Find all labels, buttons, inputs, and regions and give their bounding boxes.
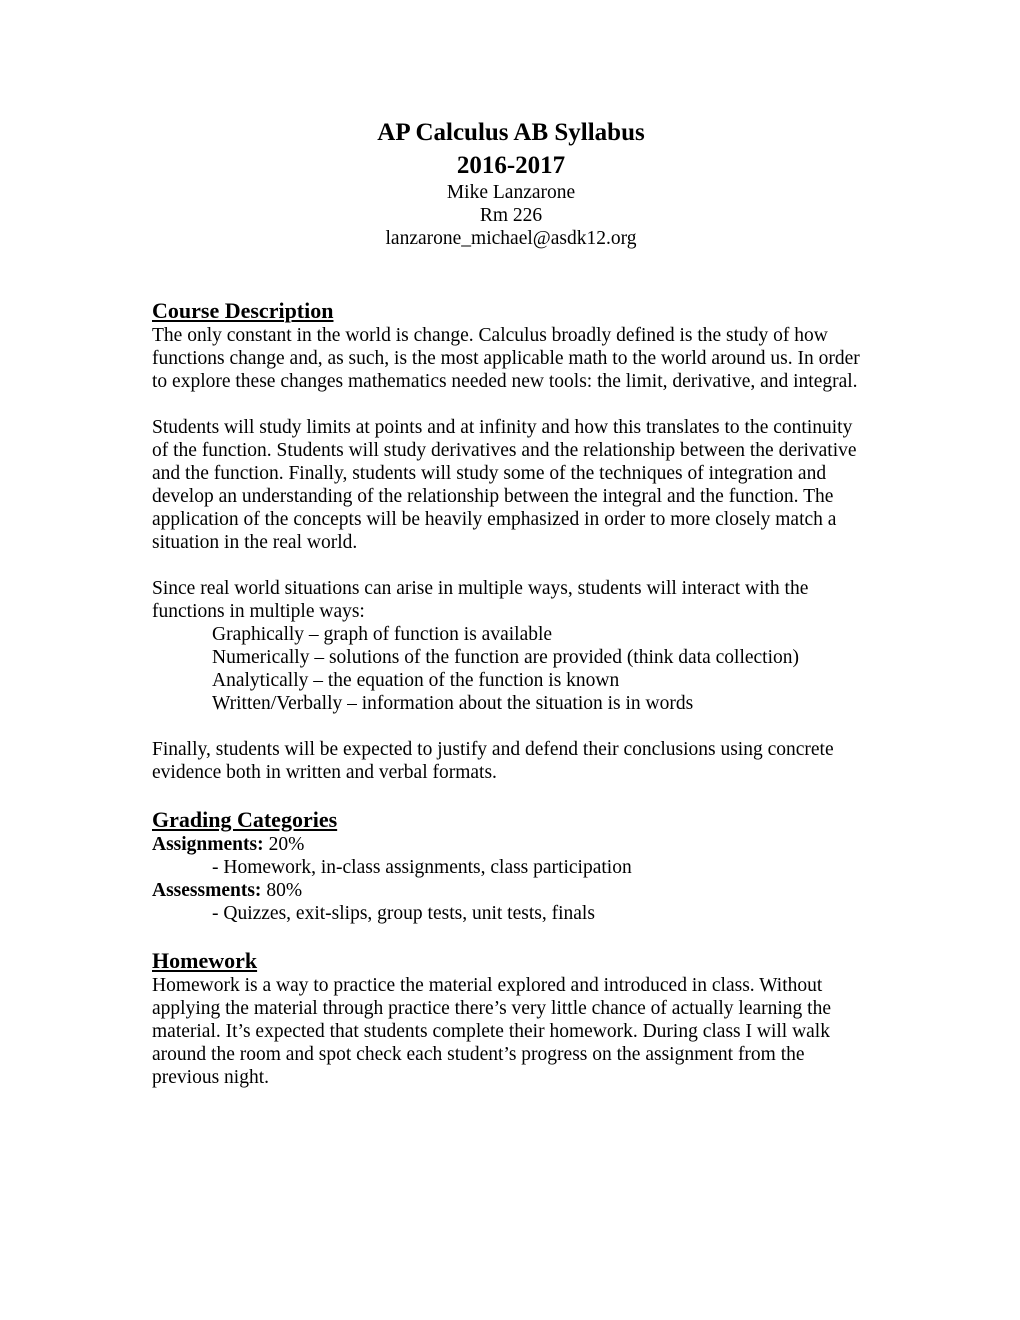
- section-course-description: [152, 298, 870, 784]
- interaction-modes-list: [152, 623, 870, 715]
- section-grading-categories: [152, 807, 870, 925]
- grading-assignments-line: [152, 833, 870, 856]
- grading-assignments-label: Assignments:: [152, 834, 264, 855]
- course-description-paragraph-1: The only constant in the world is change. Calculus broadly defined is the study of how functions change and, as such, is the most applicable math to the world around us. In order to explore these changes mathematics needed new tools: the limit, derivative, and integral.: [152, 325, 860, 392]
- room-number: Rm 226: [479, 205, 543, 226]
- document-title: AP Calculus AB Syllabus: [377, 119, 645, 146]
- grading-assignments-detail: - Homework, in-class assignments, class participation: [212, 857, 632, 878]
- grading-assignments-value: 20%: [268, 834, 305, 855]
- grading-assessments-detail: - Quizzes, exit-slips, group tests, unit tests, finals: [212, 903, 595, 924]
- interaction-mode-analytically: Analytically – the equation of the function is known: [212, 670, 620, 691]
- course-description-heading: Course Description: [152, 298, 334, 323]
- homework-heading: Homework: [152, 948, 258, 973]
- instructor-email: lanzarone_michael@asdk12.org: [385, 228, 637, 249]
- instructor-name: Mike Lanzarone: [446, 182, 576, 203]
- interaction-mode-written-verbally: Written/Verbally – information about the situation is in words: [212, 693, 694, 714]
- grading-assessments-label: Assessments:: [152, 880, 262, 901]
- grading-assessments-line: [152, 879, 870, 902]
- section-homework: [152, 948, 870, 1089]
- homework-paragraph-1: Homework is a way to practice the material explored and introduced in class. Without applying the material through practice there’s very little chance of actually learning the material. It’s expected that students complete their homework. During class I will walk around the room and spot check each student’s progress on the assignment from the previous night.: [152, 975, 831, 1088]
- document-school-year: 2016-2017: [456, 152, 566, 179]
- course-description-paragraph-3: Since real world situations can arise in multiple ways, students will interact with the functions in multiple ways:: [152, 578, 809, 622]
- course-description-paragraph-2: Students will study limits at points and at infinity and how this translates to the continuity of the function. Students will study derivatives and the relationship between the derivative and the function. Finally, students will study some of the techniques of integration and develop an understanding of the relationship between the integral and the function. The application of the concepts will be heavily emphasized in order to more closely match a situation in the real world.: [152, 417, 857, 553]
- course-description-paragraph-4: Finally, students will be expected to justify and defend their conclusions using concrete evidence both in written and verbal formats.: [152, 739, 834, 783]
- document-header: [152, 116, 870, 250]
- interaction-mode-graphically: Graphically – graph of function is available: [212, 624, 553, 645]
- grading-categories-heading: Grading Categories: [152, 807, 338, 832]
- grading-assessments-value: 80%: [266, 880, 303, 901]
- interaction-mode-numerically: Numerically – solutions of the function are provided (think data collection): [212, 647, 799, 668]
- grading-list: [152, 833, 870, 925]
